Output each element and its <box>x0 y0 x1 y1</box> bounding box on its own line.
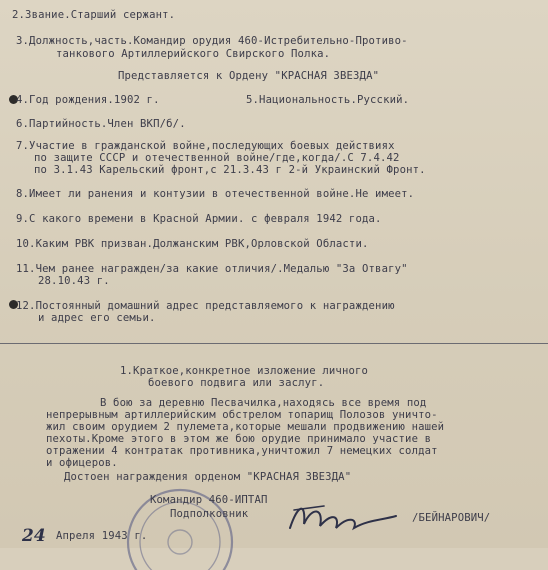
field-war-participation: 7.Участие в гражданской войне,последующих боевых действиях <box>16 140 395 152</box>
narrative-line: пехоты.Кроме этого в этом же бою орудие принимало участие в <box>46 433 432 445</box>
section-title: 1.Краткое,конкретное изложение личного <box>120 365 369 377</box>
narrative-line: отражении 4 контратак противника,уничтожил 7 немецких солдат <box>46 445 438 457</box>
field-position: 3.Должность,часть.Командир орудия 460-Истребительно-Противо- <box>16 35 408 47</box>
field-war-participation-cont: по защите СССР и отечественной войне/где,когда/.С 7.4.42 <box>34 152 400 164</box>
award-line: Представляется к Ордену "КРАСНАЯ ЗВЕЗДА" <box>118 70 380 82</box>
field-wounds: 8.Имеет ли ранения и контузии в отечественной войне.Не имеет. <box>16 188 415 200</box>
field-drafted-by: 10.Каким РВК призван.Должанским РВК,Орловской Области. <box>16 238 369 250</box>
field-war-participation-cont: по 3.1.43 Карельский фронт,с 21.3.43 г 2-й Украинский Фронт. <box>34 164 426 176</box>
field-address-cont: и адрес его семьи. <box>38 312 156 324</box>
field-birth-year: 4.Год рождения.1902 г. <box>16 94 160 106</box>
field-position-cont: танкового Артиллерийского Свирского Полка. <box>56 48 331 60</box>
field-service-start: 9.С какого времени в Красной Армии. с февраля 1942 года. <box>16 213 382 225</box>
date-rest: Апреля 1943 г. <box>56 530 148 542</box>
narrative-line: и офицеров. <box>46 457 118 469</box>
signature-title: Командир 460-ИПТАП <box>150 494 268 506</box>
field-nationality: 5.Национальность.Русский. <box>246 94 410 106</box>
signature-rank: Подполковник <box>170 508 249 520</box>
narrative-line: непрерывным артиллерийским обстрелом топарищ Полозов уничто- <box>46 409 438 421</box>
section-title-cont: боевого подвига или заслуг. <box>148 377 325 389</box>
section-divider <box>0 343 548 344</box>
field-previous-awards: 11.Чем ранее награжден/за какие отличия/.Медалью "За Отвагу" <box>16 263 408 275</box>
handwritten-signature <box>284 498 404 538</box>
narrative-line: жил своим орудием 2 пулемета,которые мешали продвижению нашей <box>46 421 445 433</box>
field-party: 6.Партийность.Член ВКП/б/. <box>16 118 186 130</box>
field-previous-awards-date: 28.10.43 г. <box>38 275 110 287</box>
date-day: 24 <box>22 526 46 546</box>
field-address: 12.Постоянный домашний адрес представляемого к награждению <box>16 300 395 312</box>
signer-name: /БЕЙНАРОВИЧ/ <box>412 512 491 524</box>
narrative-line: В бою за деревню Песвачилка,находясь все время под <box>100 397 427 409</box>
field-rank: 2.Звание.Старший сержант. <box>12 9 176 21</box>
conclusion-line: Достоен награждения орденом "КРАСНАЯ ЗВЕЗДА" <box>64 471 352 483</box>
